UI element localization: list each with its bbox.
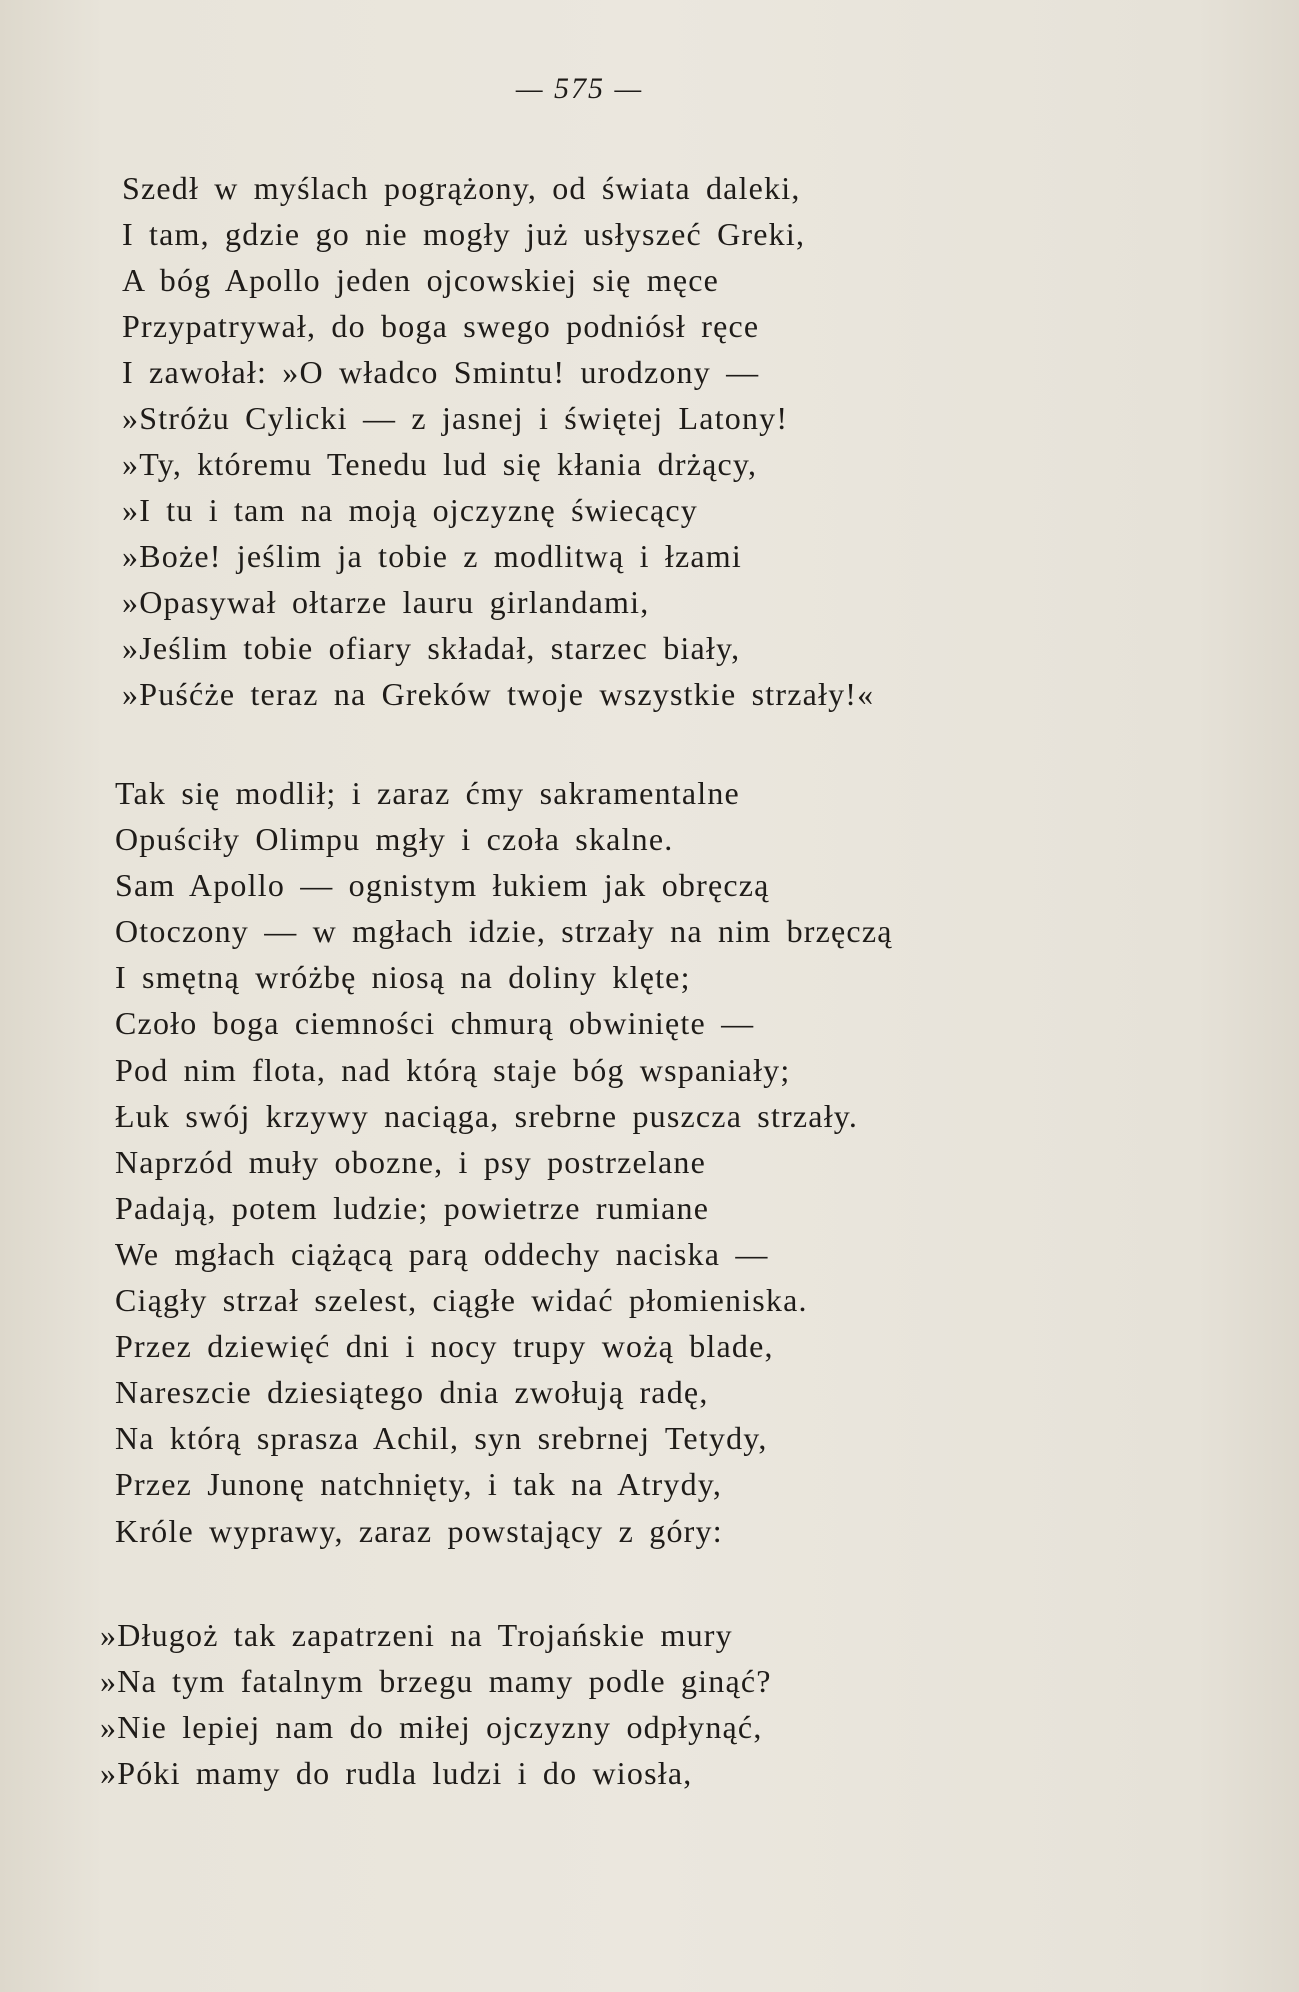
page-number: — 575 — [515,72,644,105]
stanza-1 [122,165,1299,717]
verse-line: I smętną wróżbę niosą na doliny klęte; [115,959,691,996]
verse-line: »Opasywał ołtarze lauru girlandami, [122,584,650,620]
stanza-3 [100,1612,1299,1796]
verse-line: Czoło boga ciemności chmurą obwinięte — [115,1005,755,1042]
verse-line: Przez dziewięć dni i nocy trupy wożą blade, [115,1328,774,1365]
verse-line: We mgłach ciążącą parą oddechy naciska — [115,1235,769,1272]
verse-line: Szedł w myślach pogrążony, od świata daleki, [122,170,801,206]
verse-line: A bóg Apollo jeden ojcowskiej się męce [122,262,720,298]
verse-line: Opuściły Olimpu mgły i czoła skalne. [115,821,674,858]
verse-line: »Stróżu Cylicki — z jasnej i świętej Latony! [122,400,789,436]
verse-line: Przez Junonę natchnięty, i tak na Atrydy, [115,1466,723,1503]
verse-line: »Nie lepiej nam do miłej ojczyzny odpłynąć, [100,1709,763,1745]
verse-line: »Jeślim tobie ofiary składał, starzec biały, [122,630,741,666]
verse-line: I tam, gdzie go nie mogły już usłyszeć Greki, [122,216,806,252]
verse-line: Łuk swój krzywy naciąga, srebrne puszcza strzały. [115,1097,859,1134]
verse-line: »Ty, któremu Tenedu lud się kłania drżący, [122,446,758,482]
verse-line: I zawołał: »O władco Smintu! urodzony — [122,354,760,390]
verse-line: Pod nim flota, nad którą staje bóg wspaniały; [115,1051,791,1088]
verse-line: Przypatrywał, do boga swego podniósł ręce [122,308,760,344]
verse-line: Nareszcie dziesiątego dnia zwołują radę, [115,1374,709,1411]
verse-line: »Długoż tak zapatrzeni na Trojańskie mury [100,1617,733,1653]
stanza-2 [115,770,1299,1554]
verse-line: Sam Apollo — ognistym łukiem jak obręczą [115,867,770,904]
verse-line: Padają, potem ludzie; powietrze rumiane [115,1189,710,1226]
verse-line: Ciągły strzał szelest, ciągłe widać płomieniska. [115,1282,808,1319]
verse-line: »Na tym fatalnym brzegu mamy podle ginąć? [100,1663,772,1699]
verse-line: »Puśćże teraz na Greków twoje wszystkie strzały!« [122,676,875,712]
verse-line: Tak się modlił; i zaraz ćmy sakramentalne [115,775,740,811]
verse-line: Króle wyprawy, zaraz powstający z góry: [115,1512,723,1549]
verse-line: Otoczony — w mgłach idzie, strzały na nim brzęczą [115,913,893,950]
verse-line: Na którą sprasza Achil, syn srebrnej Tetydy, [115,1420,768,1457]
verse-line: »Boże! jeślim ja tobie z modlitwą i łzami [122,538,742,574]
verse-line: »I tu i tam na moją ojczyznę świecący [122,492,698,528]
verse-line: Naprzód muły obozne, i psy postrzelane [115,1143,707,1180]
verse-line: »Póki mamy do rudla ludzi i do wiosła, [100,1755,693,1791]
